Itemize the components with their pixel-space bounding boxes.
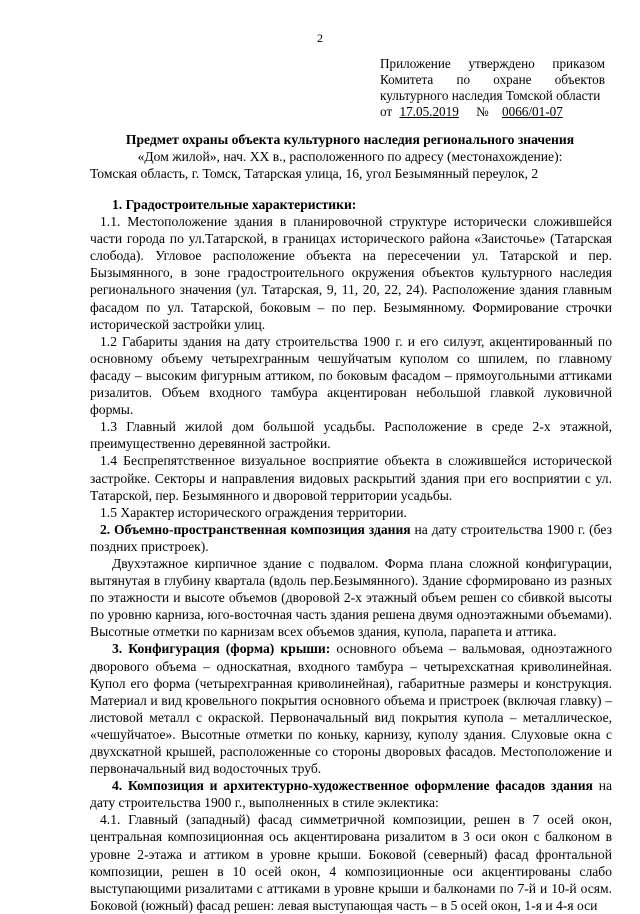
section-2-heading-tail: на дату строительства 1900 г. (без поздних пристроек). bbox=[90, 521, 612, 554]
section-3 bbox=[90, 640, 612, 777]
section-3-text: основного объема – вальмовая, одноэтажного дворового объема – односкатная, входного тамбура – четырехскатная криволинейная. Купол его форма (четырехгранная криволинейная), габаритные размеры и конструкция. Материал и вид кровельного покрытия основного объема и пристроек (включая главку) – листовой металл с окраской. Первоначальный вид покрытия купола – металлическое, «чешуйчатое». Высотные отметки по коньку, карнизу, куполу здания. Слуховые окна с двухскатной крышей, расположенные со стороны дворовых фасадов. Местоположение и первоначальный вид водосточных труб. bbox=[90, 641, 612, 777]
section-2 bbox=[90, 521, 612, 555]
paragraph-1-4: 1.4 Беспрепятственное визуальное восприятие объекта в сложившейся исторической застройке. Секторы и направления видовых раскрытий здания при его восприятии с ул. Татарской, пер. Безымянного и дворовой территории усадьбы. bbox=[90, 453, 612, 503]
document-title bbox=[90, 131, 610, 165]
section-1-heading: 1. Градостроительные характеристики: bbox=[112, 197, 357, 212]
approval-line-3: культурного наследия Томской области bbox=[380, 88, 601, 103]
paragraph-1-2: 1.2 Габариты здания на дату строительства 1900 г. и его силуэт, акцентированный по основному объему четырехгранным чешуйчатым куполом со шпилем, по главному фасаду – высоким фигурным аттиком, по боковым фасадом – прямоугольными аттиками ризалитов. Объем входного тамбура акцентирован небольшой главкой луковичной формы. bbox=[90, 333, 612, 418]
paragraph-1-3: 1.3 Главный жилой дом большой усадьбы. Расположение в среде 2-х этажной, преимущественно деревянной застройки. bbox=[90, 419, 612, 452]
section-4-heading-tail: на дату строительства 1900 г., выполненных в стиле эклектика: bbox=[90, 778, 612, 811]
approval-line-2: Комитета по охране объектов bbox=[380, 72, 605, 87]
approval-date-line bbox=[380, 104, 605, 120]
approval-date-prefix: от bbox=[380, 104, 393, 119]
document-body bbox=[90, 196, 612, 914]
approval-date: 17.05.2019 bbox=[399, 104, 459, 119]
paragraph-1-1: 1.1. Местоположение здания в планировочной структуре исторически сложившейся части города по ул.Татарской, в границах исторического района «Заисточье» (Татарская слобода). Угловое расположение объекта на пересечении ул. Татарской и пер. Бызымянного, в зоне градостроительного окружения объектов культурного наследия регионального значения (ул. Татарская, 9, 11, 20, 22, 24). Расположение здания главным фасадом по ул. Татарской, боковым – по пер. Безымянному. Формирование строчки исторической застройки улиц. bbox=[90, 214, 612, 332]
title-address: Томская область, г. Томск, Татарская улица, 16, угол Безымянный переулок, 2 bbox=[90, 166, 539, 181]
section-2-heading: 2. Объемно-пространственная композиция здания bbox=[100, 521, 411, 537]
section-4-heading: 4. Композиция и архитектурно-художественное оформление фасадов здания bbox=[112, 778, 593, 794]
section-4 bbox=[90, 777, 612, 811]
paragraph-2-1: Двухэтажное кирпичное здание с подвалом. Форма плана сложной конфигурации, вытянутая в глубину квартала (вдоль пер.Безымянного). Здание сформировано из разных по этажности и высоте объемов (дворовой 2-х этажный объем решен со сбивкой высоты по уровню карниза, юго-восточная часть здания решена двумя одноэтажными объемами). Высотные отметки по карнизам всех объемов здания, купола, парапета и аттика. bbox=[90, 555, 612, 640]
page-number: 2 bbox=[317, 31, 323, 45]
title-heading: Предмет охраны объекта культурного наследия регионального значения bbox=[125, 132, 575, 147]
paragraph-4-1: 4.1. Главный (западный) фасад симметричной композиции, решен в 7 осей окон, центральная композиционная ось акцентирована ризалитом в 3 оси окон с балконом в уровне 2-этажа и аттиком в уровне крыши. Боковой (северный) фасад фронтальной композиции, решен в 10 осей окон, 4 композиционные оси акцентированы слабо выступающими ризалитами с аттиками в уровне крыши и балконами по 7-й и 10-й осям. Боковой (южный) фасад решен: левая выступающая часть – в 5 осей окон, 1-я и 4-я оси bbox=[90, 812, 612, 913]
approval-line-1: Приложение утверждено приказом bbox=[380, 56, 605, 71]
title-object: «Дом жилой», нач. XX в., расположенного по адресу (местонахождение): bbox=[137, 149, 563, 164]
section-3-heading: 3. Конфигурация (форма) крыши: bbox=[112, 641, 331, 657]
approval-number-prefix: № bbox=[476, 104, 489, 119]
approval-number: 0066/01-07 bbox=[502, 104, 563, 119]
paragraph-1-5: 1.5 Характер исторического ограждения территории. bbox=[100, 504, 407, 520]
approval-block bbox=[380, 56, 605, 120]
